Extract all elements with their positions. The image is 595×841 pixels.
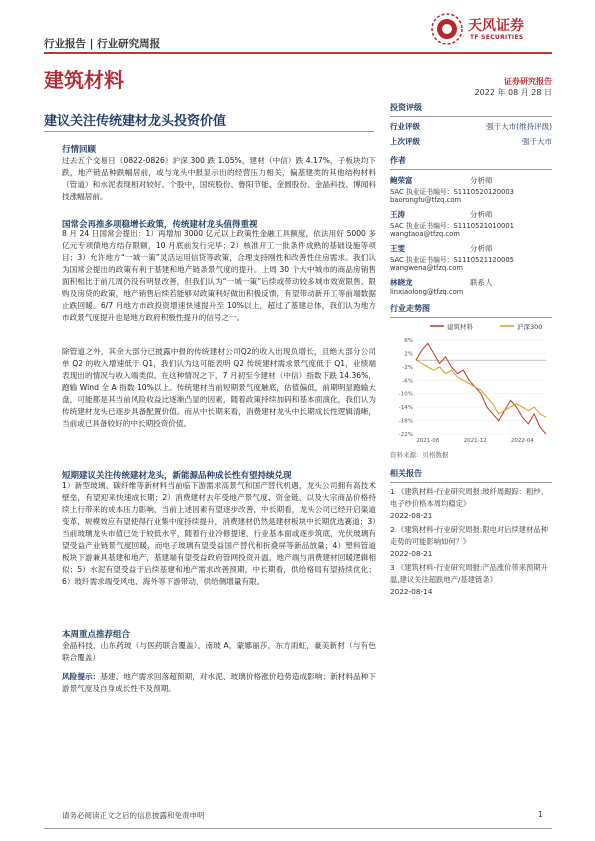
legend-label: 沪深300 bbox=[517, 322, 543, 331]
related-report-date: 2022-08-21 bbox=[390, 548, 433, 558]
y-tick-label: -18% bbox=[398, 418, 413, 425]
section-text-policy: 8 月 24 日国常会提出：1）再增加 3000 亿元以上政策性金融工具额度，依法用好 5000 多亿元专项债地方结存限额，10 月底前发行完毕；2）核准开工一批条件成熟的基础设施等项目；3）允许地方“一城一策”灵活运用信贷等政策，合理支持刚性和改善性住房需求。我们认为国常会提出的政策有利于基建和地产链条景气度的提升。上周 30 个大中城市的商品房销售面积相比于前几周仍没有明显改善，但我们认为“一城一策”后续或带动较多城市效宽限售、限购及房贷的政策，地产销售后续若能够对政策利好做出积极反馈，有望带动新开工等前端数据止跌回暖。6/7 月地方市政投资增速快速提升至 10%以上，超过了基建总体，我们认为地方市政景气度提升也是地方政府积极性提升的信号之一。 bbox=[62, 229, 376, 322]
tf-logo-icon bbox=[430, 12, 464, 46]
related-report-date: 2022-08-21 bbox=[390, 510, 433, 520]
rating-row-value: 强于大市 bbox=[522, 136, 552, 146]
related-report-item[interactable] bbox=[390, 562, 550, 598]
x-tick-label: 2021-08 bbox=[416, 437, 440, 444]
report-category: 行业报告 | 行业研究周报 bbox=[44, 38, 161, 50]
section-text-portfolio: 金晶科技，山东药玻（与医药联合覆盖），南玻 A，蒙娜丽莎，东方雨虹，豪美新材（与有色联合覆盖） bbox=[62, 641, 376, 662]
y-tick-label: -10% bbox=[398, 391, 413, 398]
y-tick-label: -22% bbox=[398, 431, 413, 438]
section-heading-policy: 国常会再推多项稳增长政策，传统建材龙头值得重视 bbox=[62, 220, 258, 230]
section-text-recommendation: 1）新型玻璃、碳纤维等新材料当前临下游需求高景气和国产替代机遇，龙头公司拥有高技术壁垒，有望迎来快速成长期；2）消费建材去年受地产景气度、资金链、以及大宗商品价格持续上行带来的成本压力影响，当前上述因素有望逐步改善，中长期看，龙头公司已经开启渠道变革，规模效应有望使得行业集中度持续提升，消费建材仍然是建材板块中长期优选赛道；3）当前玻璃龙头市值已处于较低水平，随着行业冷修提速，行业基本面或逐步筑底，光伏玻璃有望受益产业链景气度回暖，而电子玻璃有望受益国产替代和折叠屏等新品放量；4）塑料管道板块下游兼具基建和地产，基建端有望受益政府管网投资升温，地产端与消费建材回暖逻辑相似；5）水泥有望受益于后续基建和地产需求改善预期，中长期看，供给格局有望持续优化；6）玻纤需求端受风电、海外等下游带动，供给侧增量有限。 bbox=[62, 481, 376, 586]
related-report-date: 2022-08-14 bbox=[390, 586, 433, 596]
author-name: 林晓龙 bbox=[390, 277, 413, 287]
series-line-2 bbox=[416, 360, 546, 417]
section-heading-market-review: 行情回顾 bbox=[62, 145, 97, 155]
author-entry bbox=[390, 175, 552, 204]
related-title: 相关报告 bbox=[390, 469, 422, 478]
industry-title: 建筑材料 bbox=[44, 68, 124, 92]
y-tick-label: -14% bbox=[398, 404, 413, 411]
y-tick-label: -2% bbox=[402, 364, 413, 371]
footer-disclaimer: 请务必阅读正文之后的信息披露和免责申明 bbox=[62, 811, 205, 820]
authors-title: 作者 bbox=[390, 156, 406, 165]
report-type: 证券研究报告 bbox=[504, 77, 552, 86]
author-entry bbox=[390, 277, 552, 296]
author-email[interactable]: wangwena@tfzq.com bbox=[390, 263, 463, 272]
y-tick-label: 6% bbox=[404, 337, 413, 344]
author-role: 分析师 bbox=[470, 175, 493, 185]
related-report-text[interactable]: 1 《建筑材料-行业研究周报:玻纤周跟踪：粗纱、电子纱价格本周均稳定》 bbox=[390, 486, 548, 508]
logo-name: 天风证券 bbox=[468, 18, 524, 34]
footer-divider bbox=[44, 828, 552, 829]
author-name: 王雯 bbox=[390, 243, 405, 253]
section-text-market-review: 过去五个交易日（0822-0826）沪深 300 跌 1.05%，建材（中信）跌 4.17%，子板块均下跌，地产链品种跌幅居前，或与龙头中报显示出的经营压力相关，偏基建类的其他结构材料（管道）和水泥表现相对较好。个股中，国统股份、鲁阳节能、金圆股份、金晶科技、博闻科技涨幅居前。 bbox=[62, 156, 376, 201]
trend-chart-panel bbox=[390, 303, 552, 459]
header-divider bbox=[44, 52, 552, 54]
author-role: 联系人 bbox=[470, 277, 493, 287]
author-email[interactable]: wangtaoa@tfzq.com bbox=[390, 229, 460, 238]
related-divider bbox=[390, 482, 552, 483]
rating-title: 投资评级 bbox=[390, 103, 422, 112]
rating-row bbox=[390, 136, 552, 147]
related-report-item[interactable] bbox=[390, 524, 550, 560]
authors-divider bbox=[390, 169, 552, 170]
related-report-item[interactable] bbox=[390, 486, 550, 522]
trend-chart-title: 行业走势图 bbox=[390, 304, 430, 313]
section-text-risk: 风险提示：基建、地产需求回落超预期，对水泥、玻璃价格涨价趋势造成影响；新材料品种下游景气度及自身成长性不及预期。 bbox=[62, 672, 377, 693]
author-email[interactable]: linxiaolong@tfzq.com bbox=[390, 287, 464, 296]
page-number: 1 bbox=[538, 810, 543, 819]
author-name: 鲍荣富 bbox=[390, 175, 413, 185]
rating-row-key: 行业评级 bbox=[390, 121, 420, 131]
report-title: 建议关注传统建材龙头投资价值 bbox=[44, 114, 227, 129]
author-cert: SAC 执业证书编号：S1110521010001 bbox=[390, 221, 514, 230]
y-tick-label: -6% bbox=[402, 378, 413, 385]
y-tick-label: 2% bbox=[404, 351, 413, 358]
rating-row bbox=[390, 121, 552, 132]
section-heading-portfolio: 本周重点推荐组合 bbox=[62, 630, 131, 640]
author-email[interactable]: baorongfu@tfzq.com bbox=[390, 195, 462, 204]
logo-subtitle: TF SECURITIES bbox=[470, 34, 524, 41]
related-reports-panel bbox=[390, 468, 552, 598]
author-role: 分析师 bbox=[470, 243, 493, 253]
x-tick-label: 2022-04 bbox=[510, 437, 534, 444]
chart-source: 资料来源：贝格数据 bbox=[390, 450, 449, 459]
legend-label: 建筑材料 bbox=[447, 322, 473, 331]
rating-row-value: 强于大市(维持评级) bbox=[486, 121, 552, 131]
section-heading-recommendation: 短期建议关注传统建材龙头，新能源品种成长性有望持续兑现 bbox=[62, 471, 292, 481]
related-report-text[interactable]: 3 《建筑材料-行业研究周报:产品涨价带来预期升温,建议关注超跌地产/基建链条》 bbox=[390, 562, 548, 584]
author-entry bbox=[390, 209, 552, 238]
author-entry bbox=[390, 243, 552, 272]
author-name: 王涛 bbox=[390, 209, 405, 219]
rating-panel bbox=[390, 102, 552, 147]
risk-lead: 风险提示： bbox=[62, 672, 101, 681]
rating-divider bbox=[390, 116, 552, 117]
report-date: 2022 年 08 月 28 日 bbox=[474, 88, 552, 97]
trend-chart bbox=[390, 318, 552, 446]
author-role: 分析师 bbox=[470, 209, 493, 219]
rating-row-key: 上次评级 bbox=[390, 136, 420, 146]
x-tick-label: 2021-12 bbox=[463, 437, 487, 444]
related-report-text[interactable]: 2 《建筑材料-行业研究周报:限电对后续建材品种走势的可能影响如何？》 bbox=[390, 524, 548, 546]
section-text-earnings: 除管道之外，其余大部分已披露中报的传统建材公司Q2的收入出现负增长，且绝大部分公司单 Q2 的收入增速低于 Q1，我们认为这可能表明 Q2 传统建材需求景气度低于 Q1，业绩端表现出的情况与收入端类似。在这种情况之下，7 月初至今建材（中信）指数下跌 14.36%，跑输 Wind 全 A 指数 10%以上。传统建材当前短期景气度触底，估值偏低，前期明显跑输大盘，可能都是其当前风险收益比逐渐凸显的因素，随着政策持续加码和基本面演化，我们认为传统建材龙头已逐步具备配置价值。而从中长期来看，消费建材龙头中长期成长性逻辑清晰，当前或已具备较好的中长期投资价值。 bbox=[62, 347, 376, 428]
authors-panel bbox=[390, 155, 552, 296]
title-divider bbox=[44, 131, 374, 132]
author-cert: SAC 执业证书编号：S1110520120003 bbox=[390, 187, 514, 196]
author-cert: SAC 执业证书编号：S1110521120005 bbox=[390, 255, 514, 264]
